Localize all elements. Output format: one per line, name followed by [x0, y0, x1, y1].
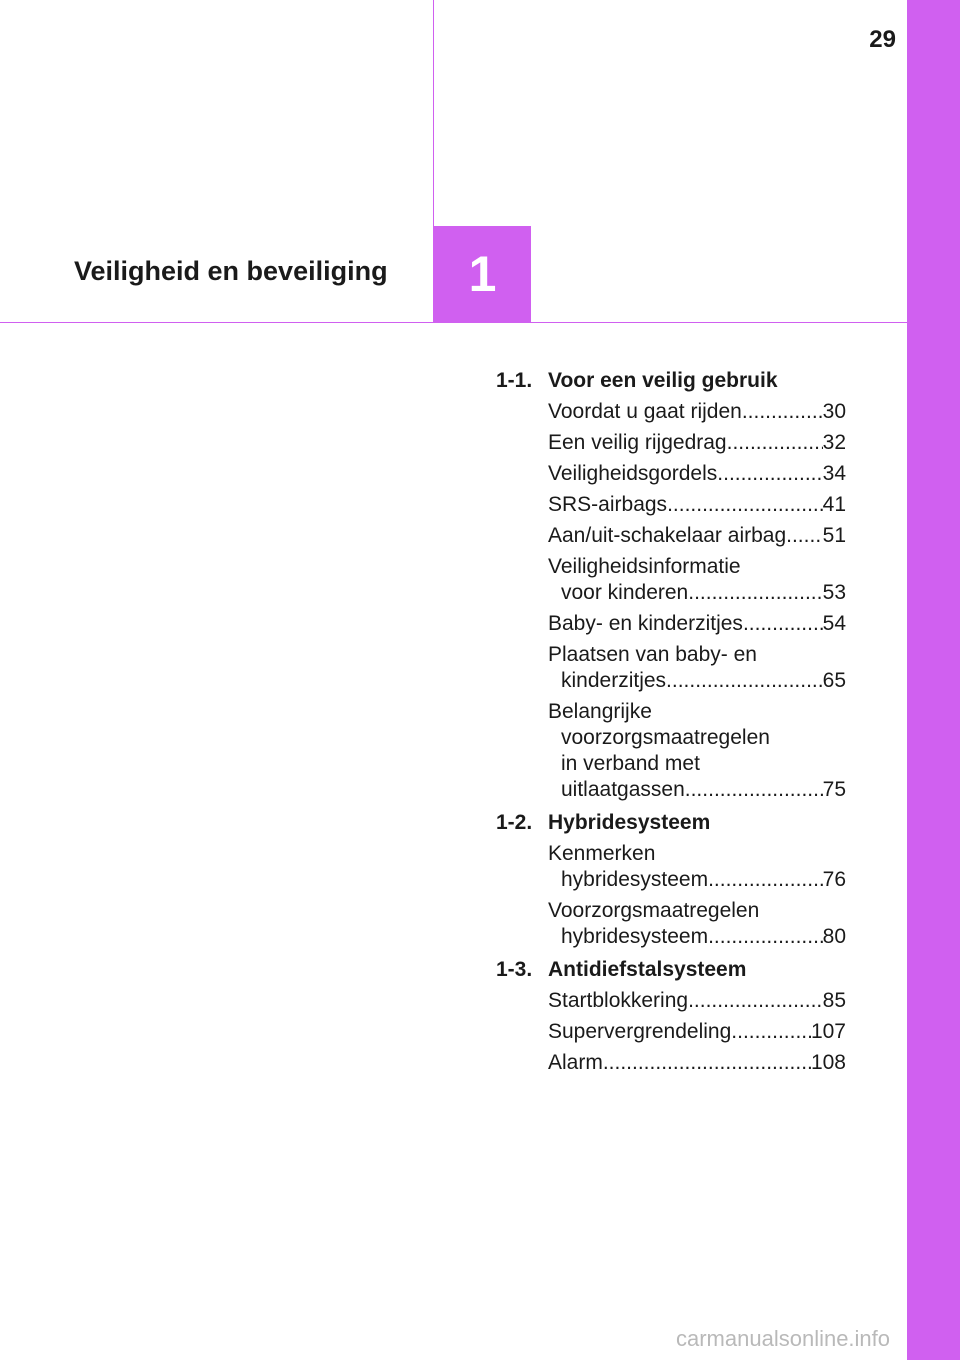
toc-entry-line: [548, 751, 846, 777]
toc-entry-line: [548, 611, 846, 637]
toc-entry[interactable]: [548, 1050, 846, 1076]
toc-entry[interactable]: [548, 461, 846, 487]
toc-entry-line: [548, 668, 846, 694]
toc-entry-text: Kenmerken: [548, 842, 656, 865]
toc-page-number: 76: [822, 868, 846, 891]
chapter-side-tab: [907, 0, 960, 1360]
toc-entry-text: in verband met: [561, 752, 700, 775]
toc-section-number: 1-1.: [496, 369, 533, 392]
toc-entry[interactable]: [548, 554, 846, 606]
toc-entry-line: [548, 642, 846, 668]
toc-entry-text: Supervergrendeling: [548, 1020, 732, 1043]
toc-entry-text: voorzorgsmaatregelen: [561, 726, 770, 749]
toc-entry-line: [548, 725, 846, 751]
toc-page-number: 54: [822, 612, 846, 635]
toc-entry-line: [548, 867, 846, 893]
toc-section-title: Voor een veilig gebruik: [548, 369, 778, 392]
toc-entry-line: [548, 841, 846, 867]
toc-entry-text: Alarm: [548, 1051, 603, 1074]
toc-entry-line: [548, 492, 846, 518]
toc-entry-line: [548, 461, 846, 487]
toc-page-number: 41: [822, 493, 846, 516]
toc-entry-text: Een veilig rijgedrag: [548, 431, 727, 454]
toc-page-number: 30: [822, 400, 846, 423]
chapter-title: Veiligheid en beveiliging: [74, 256, 388, 286]
toc-entry-line: [548, 699, 846, 725]
toc-leader-dots: [717, 461, 822, 487]
chapter-number-badge: 1: [434, 226, 531, 322]
toc-entry[interactable]: [548, 399, 846, 425]
toc-section-heading[interactable]: [496, 810, 846, 836]
toc-entry-text: Belangrijke: [548, 700, 652, 723]
toc-entry-text: kinderzitjes: [561, 669, 667, 692]
toc-page-number: 108: [810, 1051, 846, 1074]
toc-entry-text: Plaatsen van baby- en: [548, 643, 757, 666]
toc-leader-dots: [708, 867, 823, 893]
toc-page-number: 80: [822, 925, 846, 948]
toc-entry[interactable]: [548, 699, 846, 803]
toc-entry[interactable]: [548, 898, 846, 950]
toc-leader-dots: [667, 492, 823, 518]
toc-entry-text: Voorzorgsmaatregelen: [548, 899, 760, 922]
toc-page-number: 51: [822, 524, 846, 547]
toc-leader-dots: [603, 1050, 811, 1076]
toc-leader-dots: [688, 988, 823, 1014]
toc-leader-dots: [708, 924, 823, 950]
toc-entry[interactable]: [548, 642, 846, 694]
toc-leader-dots: [786, 523, 823, 549]
toc-section-number: 1-2.: [496, 811, 533, 834]
toc-entry[interactable]: [548, 611, 846, 637]
toc-entry-line: [548, 399, 846, 425]
toc-leader-dots: [731, 1019, 811, 1045]
toc-section-title: Hybridesysteem: [548, 811, 711, 834]
toc-leader-dots: [742, 399, 823, 425]
toc-leader-dots: [685, 777, 823, 803]
toc-entry-text: Veiligheidsinformatie: [548, 555, 741, 578]
toc-leader-dots: [688, 580, 822, 606]
toc-entry[interactable]: [548, 430, 846, 456]
toc-entry[interactable]: [548, 523, 846, 549]
toc-entry-text: hybridesysteem: [561, 868, 709, 891]
toc-page-number: 53: [822, 581, 846, 604]
toc-entry-text: Voordat u gaat rijden: [548, 400, 742, 423]
toc-entry[interactable]: [548, 988, 846, 1014]
toc-entry-text: Startblokkering: [548, 989, 689, 1012]
toc-section-heading[interactable]: [496, 368, 846, 394]
toc-page-number: 65: [822, 669, 846, 692]
toc-entry[interactable]: [548, 492, 846, 518]
toc-leader-dots: [666, 668, 823, 694]
toc-section-number: 1-3.: [496, 958, 533, 981]
toc-section-heading[interactable]: [496, 957, 846, 983]
table-of-contents: [496, 368, 846, 1076]
toc-entry-line: [548, 1019, 846, 1045]
toc-entry-line: [548, 580, 846, 606]
toc-entry-line: [548, 777, 846, 803]
toc-entry-line: [548, 898, 846, 924]
toc-entry-text: Aan/uit-schakelaar airbag: [548, 524, 787, 547]
toc-entry-text: voor kinderen: [561, 581, 689, 604]
toc-entry-line: [548, 1050, 846, 1076]
toc-leader-dots: [743, 611, 823, 637]
toc-leader-dots: [727, 430, 823, 456]
toc-entry-text: hybridesysteem: [561, 925, 709, 948]
toc-entry-text: Baby- en kinderzitjes: [548, 612, 743, 635]
toc-page-number: 85: [822, 989, 846, 1012]
toc-entry-line: [548, 924, 846, 950]
toc-entry[interactable]: [548, 841, 846, 893]
toc-entry-line: [548, 554, 846, 580]
toc-section-title: Antidiefstalsysteem: [548, 958, 747, 981]
toc-page-number: 32: [822, 431, 846, 454]
toc-entry-line: [548, 523, 846, 549]
toc-entry-text: Veiligheidsgordels: [548, 462, 718, 485]
header-horizontal-rule: [0, 322, 907, 323]
toc-entry-line: [548, 430, 846, 456]
watermark: carmanualsonline.info: [676, 1326, 891, 1351]
toc-page-number: 107: [810, 1020, 846, 1043]
toc-entry-line: [548, 988, 846, 1014]
toc-page-number: 75: [822, 778, 846, 801]
toc-entry-text: uitlaatgassen: [561, 778, 685, 801]
toc-entry[interactable]: [548, 1019, 846, 1045]
toc-entry-text: SRS-airbags: [548, 493, 668, 516]
toc-page-number: 34: [822, 462, 846, 485]
page-number: 29: [869, 26, 896, 53]
